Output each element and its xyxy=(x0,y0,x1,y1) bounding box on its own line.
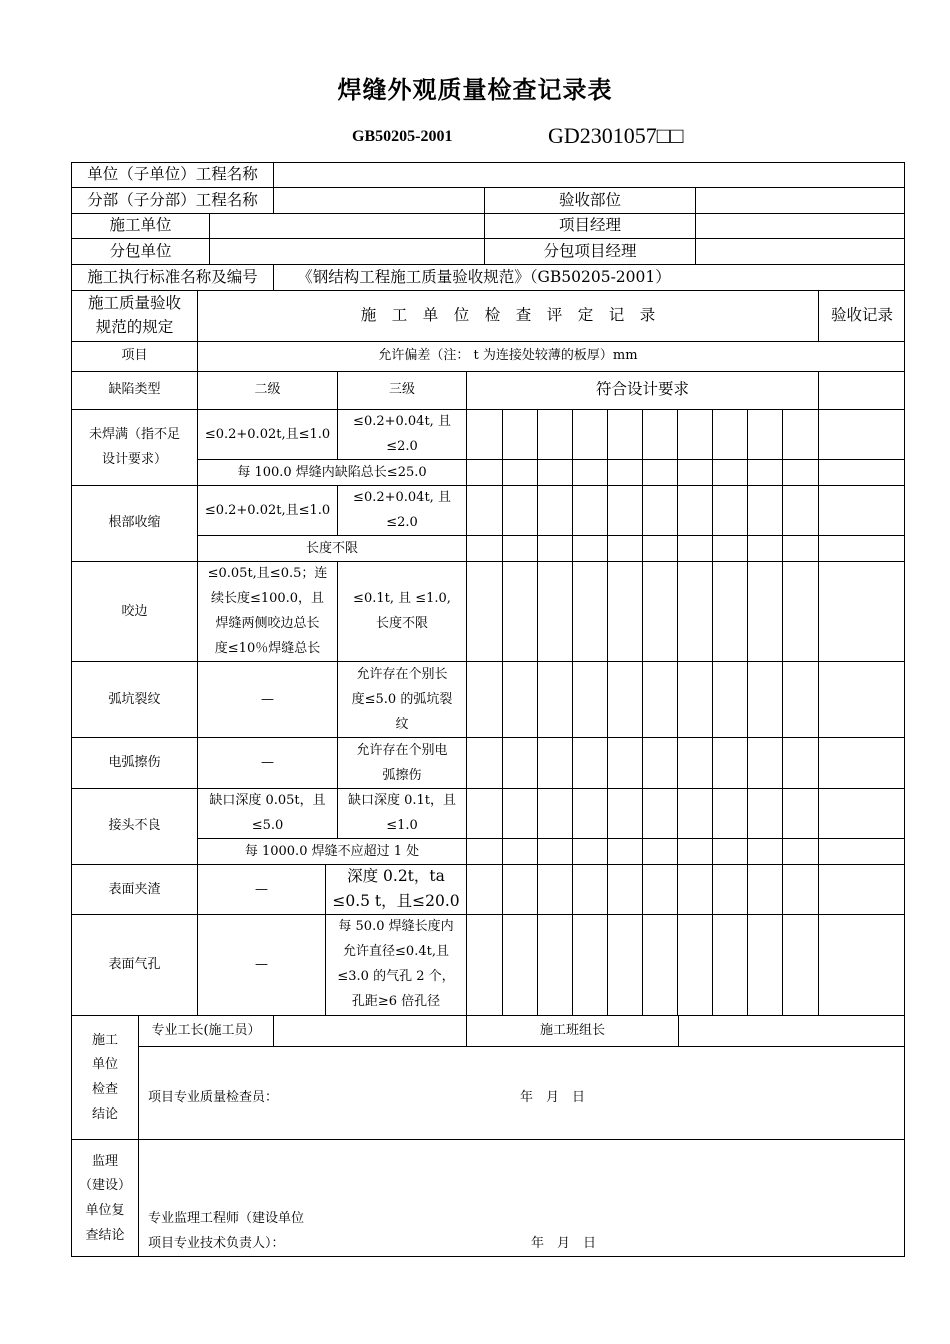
row-note: 每 1000.0 焊缝不应超过 1 处 xyxy=(244,844,420,859)
defect-name: 表面气孔 xyxy=(108,957,161,972)
defect-name-cont: 设计要求） xyxy=(101,452,167,467)
date-label: 年 月 日 xyxy=(520,1090,586,1105)
grade3-value-cont: ≤0.5 t，且≤20.0 xyxy=(332,892,460,910)
supervisor-engineer-label: 专业监理工程师（建设单位 xyxy=(148,1211,305,1226)
grade2-value: — xyxy=(255,957,268,972)
grade2-value: ≤0.2+0.02t,且≤1.0 xyxy=(204,427,331,442)
standard-number: GB50205-2001 xyxy=(352,128,453,145)
defect-name: 未焊满（指不足 xyxy=(88,427,180,442)
tolerance-header: 允许偏差（注： t 为连接处较薄的板厚）mm xyxy=(378,348,638,363)
sub-project-label: 分部（子分部）工程名称 xyxy=(87,191,258,209)
supervisor-conclusion-label: （建设） xyxy=(78,1178,131,1193)
standard-label: 施工执行标准名称及编号 xyxy=(87,268,258,286)
contractor-conclusion-label: 检查 xyxy=(91,1082,118,1097)
grade3-value-cont: 度≤5.0 的弧坑裂 xyxy=(351,692,453,707)
supervisor-conclusion-label: 单位复 xyxy=(85,1203,125,1218)
grade2-value: ≤0.05t,且≤0.5；连 xyxy=(207,566,328,581)
defect-name: 接头不良 xyxy=(108,818,161,833)
standard-value: 《钢结构工程施工质量验收规范》（GB50205-2001） xyxy=(297,268,671,286)
spec-header-line2: 规范的规定 xyxy=(95,318,174,336)
grade3-value: 缺口深度 0.1t，且 xyxy=(347,793,457,808)
supervisor-engineer-label-cont: 项目专业技术负责人）： xyxy=(148,1236,285,1251)
grade3-value-cont: 弧擦伤 xyxy=(382,768,422,783)
spec-header-line1: 施工质量验收 xyxy=(87,294,181,312)
grade3-value: 每 50.0 焊缝长度内 xyxy=(338,919,454,934)
grade3-value-cont: ≤3.0 的气孔 2 个， xyxy=(337,969,455,984)
grade2-value-cont: 度≤10％焊缝总长 xyxy=(214,641,321,656)
acceptance-part-label: 验收部位 xyxy=(558,191,621,209)
grade2-value: ≤0.2+0.02t,且≤1.0 xyxy=(204,503,331,518)
form-code: GD2301057□□ xyxy=(548,123,684,148)
subcontractor-label: 分包单位 xyxy=(109,242,172,260)
grade3-value-cont: ≤2.0 xyxy=(386,439,418,454)
grade2-value: 缺口深度 0.05t，且 xyxy=(209,793,326,808)
grade3-value-cont: 长度不限 xyxy=(375,616,428,631)
grade2-value: — xyxy=(255,882,268,897)
grade3-value: ≤0.1t, 且 ≤1.0, xyxy=(353,591,451,606)
grade2-value: — xyxy=(261,755,274,770)
grade3-value-cont: 允许直径≤0.4t,且 xyxy=(343,944,449,959)
defect-name: 表面夹渣 xyxy=(108,882,161,897)
defect-type-header: 缺陷类型 xyxy=(108,382,161,397)
supervisor-conclusion-label: 监理 xyxy=(91,1154,118,1169)
foreman-label: 专业工长(施工员） xyxy=(151,1023,261,1038)
grade2-value-cont: ≤5.0 xyxy=(251,818,284,833)
page-title: 焊缝外观质量检查记录表 xyxy=(337,75,613,104)
qc-inspector-label: 项目专业质量检查员： xyxy=(148,1090,279,1105)
grade3-value: ≤0.2+0.04t, 且 xyxy=(353,490,451,505)
grade3-value-cont: 孔距≥6 倍孔径 xyxy=(351,994,441,1009)
row-note: 长度不限 xyxy=(305,541,358,556)
unit-project-label: 单位（子单位）工程名称 xyxy=(87,165,258,183)
item-header: 项目 xyxy=(121,348,148,363)
design-req-header: 符合设计要求 xyxy=(595,380,689,398)
grade3-value-cont: ≤1.0 xyxy=(386,818,418,833)
grade3-value: ≤0.2+0.04t, 且 xyxy=(353,414,451,429)
team-leader-label: 施工班组长 xyxy=(539,1023,605,1038)
accept-record-header: 验收记录 xyxy=(830,306,893,324)
defect-name: 咬边 xyxy=(121,604,148,619)
supervisor-conclusion-label: 查结论 xyxy=(85,1228,125,1243)
grade3-value: 允许存在个别电 xyxy=(356,743,448,758)
defect-name: 弧坑裂纹 xyxy=(108,692,161,707)
contractor-label: 施工单位 xyxy=(109,216,172,234)
date-label: 年 月 日 xyxy=(531,1236,597,1251)
contractor-conclusion-label: 单位 xyxy=(91,1057,118,1072)
defect-name: 根部收缩 xyxy=(108,515,161,530)
grade3-value: 深度 0.2t，ta xyxy=(347,867,445,885)
contractor-conclusion-label: 结论 xyxy=(91,1107,118,1122)
grade2-value-cont: 续长度≤100.0，且 xyxy=(210,591,325,606)
grade3-value-cont: ≤2.0 xyxy=(386,515,418,530)
project-manager-label: 项目经理 xyxy=(558,216,621,234)
sub-project-manager-label: 分包项目经理 xyxy=(543,242,637,260)
grade3-value-cont: 纹 xyxy=(395,717,409,732)
grade3-value: 允许存在个别长 xyxy=(356,667,448,682)
defect-name: 电弧擦伤 xyxy=(108,755,161,770)
grade2-value: — xyxy=(261,692,274,707)
grade2-value-cont: 焊缝两侧咬边总长 xyxy=(215,616,320,631)
contractor-conclusion-label: 施工 xyxy=(91,1033,118,1048)
eval-record-header: 施 工 单 位 检 查 评 定 记 录 xyxy=(360,306,656,324)
grade2-header: 二级 xyxy=(254,382,281,397)
row-note: 每 100.0 焊缝内缺陷总长≤25.0 xyxy=(237,465,427,480)
grade3-header: 三级 xyxy=(388,382,415,397)
